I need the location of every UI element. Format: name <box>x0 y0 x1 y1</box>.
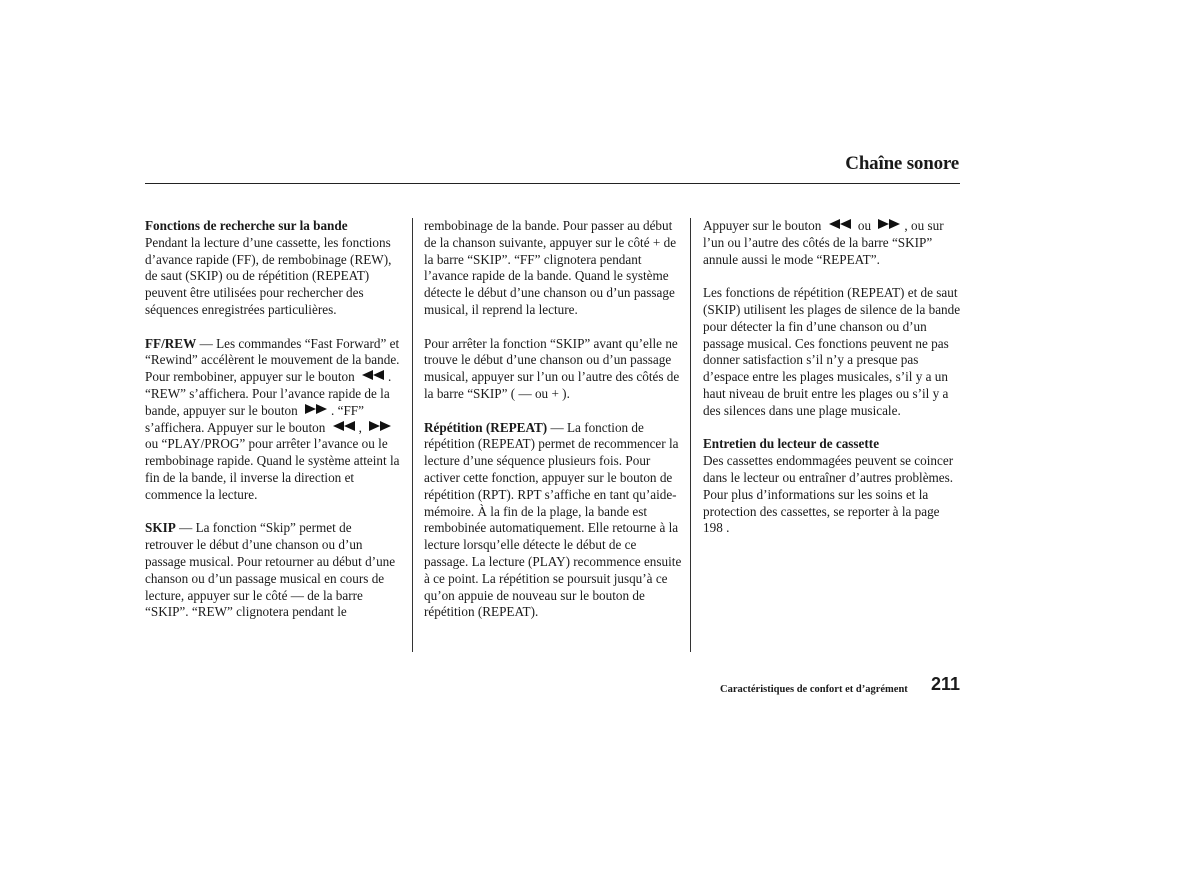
skip-continued: rembobinage de la bande. Pour passer au début de la chanson suivante, appuyer sur le côté + de la barre “SKIP”. “FF” clignotera pendant l’avance rapide de la bande. Quand le système détecte le début d’une chanson ou d’un passage musical, il reprend la lecture. <box>424 218 677 317</box>
ffrew-label: FF/REW <box>145 335 197 351</box>
search-section <box>145 218 403 319</box>
rewind-icon <box>829 219 851 229</box>
repeat-text: La fonction de répétition (REPEAT) permet de recommencer la lecture d’une séquence plusieurs fois. Pour activer cette fonction, appuyer sur le bouton de répétition (RPT). RPT s’affiche en tant qu’aide-mémoire. À la fin de la plage, la bande est rembobinée automatiquement. Elle retourne à la lecture lorsqu’elle détecte le début de ce passage. La lecture (PLAY) recommence ensuite à ce point. La répétition se poursuit jusqu’à ce qu’on appuie de nouveau sur le bouton de répétition (REPEAT). <box>424 419 682 620</box>
repeat-dash: — <box>547 419 567 435</box>
rewind-icon <box>362 370 384 380</box>
search-body: Pendant la lecture d’une cassette, les fonctions d’avance rapide (FF), de rembobinage (REW), de saut (SKIP) ou de répétition (REPEAT) peuvent être utilisées pour rechercher des séquences enregistrées particulières. <box>145 234 392 317</box>
skip-label: SKIP <box>145 520 176 536</box>
maintenance-body: Des cassettes endommagées peuvent se coincer dans le lecteur ou entraîner d’autres problèmes. Pour plus d’informations sur les soins et la protection des cassettes, se reporter à la page 198 . <box>703 453 954 536</box>
column-2 <box>424 218 682 638</box>
silence-paragraph: Les fonctions de répétition (REPEAT) et de saut (SKIP) utilisent les plages de silence de la bande pour détecter la fin d’une chanson ou d’un passage musical. Ces fonctions peuvent ne pas donner satisfaction s’il n’y a presque pas d’espace entre les plages musicales, s’il y a un haut niveau de bruit entre les plages ou s’il y a des silences dans une plage musicale. <box>703 285 961 418</box>
rewind-icon <box>333 421 355 431</box>
fast-forward-icon <box>369 421 391 431</box>
skip-section <box>145 520 403 621</box>
maintenance-section <box>703 436 961 537</box>
footer-chapter: Caractéristiques de confort et d’agrément <box>720 684 908 695</box>
ffrew-text-2: . “REW” s’affichera. Pour l’avance rapide de la bande, appuyer sur le bouton <box>145 369 392 418</box>
fast-forward-icon <box>305 404 327 414</box>
ffrew-dash: — <box>196 335 217 351</box>
skip-cancel-paragraph: Pour arrêter la fonction “SKIP” avant qu’elle ne trouve le début d’une chanson ou d’un passage musical, appuyer sur l’un ou l’autre des côtés de la barre “SKIP” ( — ou + ). <box>424 335 680 401</box>
repeat-cancel-text-a: Appuyer sur le bouton <box>703 218 822 233</box>
ffrew-text-5: ou “PLAY/PROG” pour arrêter l’avance ou le rembobinage rapide. Quand le système atteint la fin de la bande, il inverse la direction et commence la lecture. <box>145 436 400 502</box>
maintenance-heading: Entretien du lecteur de cassette <box>703 436 880 452</box>
repeat-cancel-paragraph <box>703 218 961 268</box>
ffrew-text-4: , <box>358 419 362 435</box>
column-divider-2 <box>690 218 691 652</box>
header-rule <box>145 183 960 184</box>
column-3 <box>703 218 961 554</box>
page-number: 211 <box>931 674 961 694</box>
repeat-section <box>424 420 682 622</box>
repeat-label: Répétition (REPEAT) <box>424 419 548 435</box>
skip-dash: — <box>175 520 196 536</box>
search-heading: Fonctions de recherche sur la bande <box>145 218 348 233</box>
ffrew-text-3: . “FF” s’affichera. Appuyer sur le bouton <box>145 402 364 435</box>
column-divider-1 <box>412 218 413 652</box>
section-title: Chaîne sonore <box>845 153 959 174</box>
column-1 <box>145 218 403 638</box>
ffrew-text-1: Les commandes “Fast Forward” et “Rewind” accélèrent le mouvement de la bande. Pour rembobiner, appuyer sur le bouton <box>145 335 400 385</box>
repeat-cancel-text-b: ou <box>857 218 872 233</box>
repeat-cancel-text-c: , ou sur l’un ou l’autre des côtés de la barre “SKIP” annule aussi le mode “REPEAT”. <box>703 218 944 267</box>
ffrew-section <box>145 336 403 504</box>
skip-text: La fonction “Skip” permet de retrouver le début d’une chanson ou d’un passage musical. Pour retourner au début d’une chanson ou d’un passage musical en cours de lecture, appuyer sur le côté — de la barre “SKIP”. “REW” clignotera pendant le <box>145 520 396 620</box>
fast-forward-icon <box>878 219 900 229</box>
